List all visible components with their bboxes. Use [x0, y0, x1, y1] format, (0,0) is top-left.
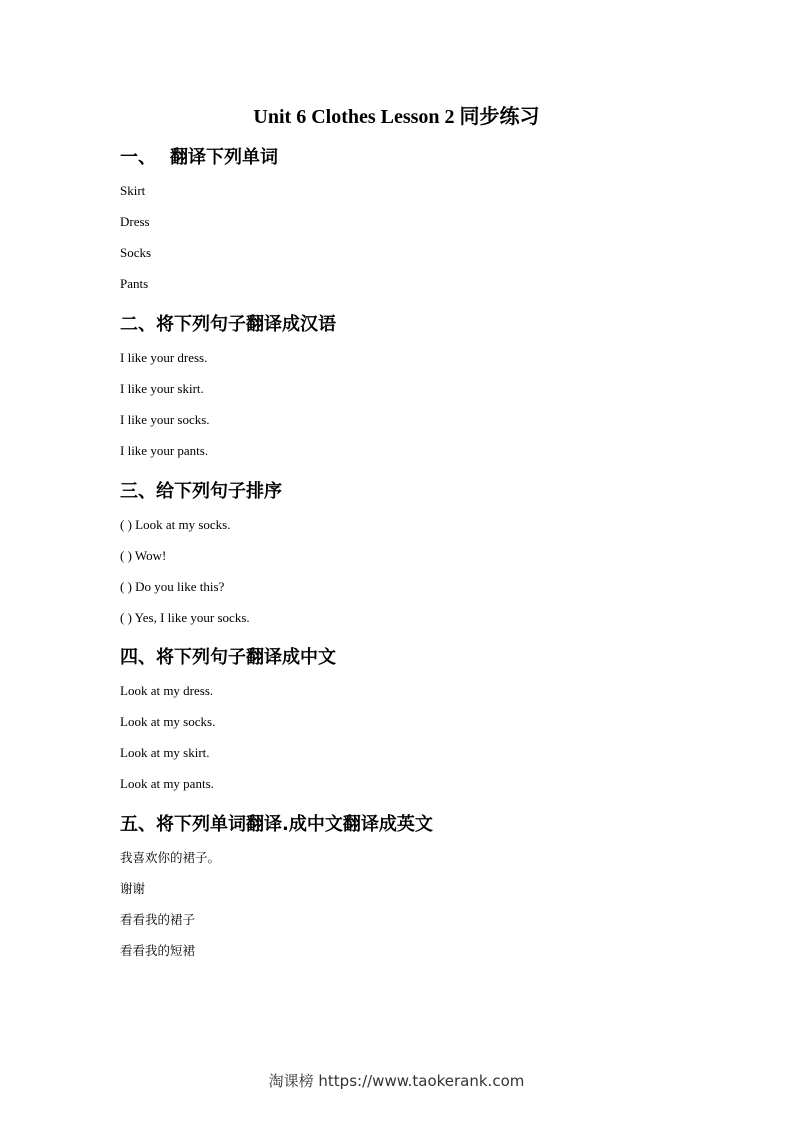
list-item: 谢谢	[120, 881, 146, 896]
section-heading	[120, 313, 680, 337]
list-item: ( ) Do you like this?	[120, 579, 225, 594]
list-item: I like your socks.	[120, 412, 210, 427]
section-5	[120, 813, 680, 973]
list-item: Look at my pants.	[120, 776, 214, 791]
list-item: ( ) Wow!	[120, 548, 167, 563]
list-item: 看看我的裙子	[120, 912, 196, 927]
section-number: 三、	[120, 481, 156, 502]
section-title: 将下列句子翻译成中文	[156, 647, 336, 668]
section-title: 将下列单词翻译.成中文翻译成英文	[156, 814, 433, 835]
list-item: ( ) Look at my socks.	[120, 517, 231, 532]
list-item: 看看我的短裙	[120, 943, 196, 958]
section-heading	[120, 646, 680, 670]
section-title: 将下列句子翻译成汉语	[156, 314, 336, 335]
section-number: 二、	[120, 314, 156, 335]
section-heading	[120, 146, 680, 170]
list-item: Look at my socks.	[120, 714, 216, 729]
section-title: 翻译下列单词	[170, 147, 278, 168]
list-item: Dress	[120, 214, 150, 229]
list-item: Socks	[120, 245, 152, 260]
document-title: Unit 6 Clothes Lesson 2 同步练习	[253, 106, 540, 128]
footer-watermark: 淘课榜 https://www.taokerank.com	[268, 1072, 525, 1090]
section-number: 四、	[120, 647, 156, 668]
section-3	[120, 480, 680, 640]
list-item: Look at my dress.	[120, 683, 214, 698]
section-number: 一、	[120, 147, 156, 168]
list-item: I like your dress.	[120, 350, 208, 365]
list-item: I like your pants.	[120, 443, 209, 458]
list-item: Pants	[120, 276, 149, 291]
section-4	[120, 646, 680, 806]
section-number: 五、	[120, 814, 156, 835]
list-item: ( ) Yes, I like your socks.	[120, 610, 250, 625]
section-heading	[120, 480, 680, 504]
list-item: I like your skirt.	[120, 381, 204, 396]
list-item: Look at my skirt.	[120, 745, 210, 760]
section-1	[120, 146, 680, 306]
list-item: 我喜欢你的裙子。	[120, 850, 221, 865]
section-heading	[120, 813, 680, 837]
list-item: Skirt	[120, 183, 146, 198]
section-title: 给下列句子排序	[156, 481, 282, 502]
section-2	[120, 313, 680, 473]
